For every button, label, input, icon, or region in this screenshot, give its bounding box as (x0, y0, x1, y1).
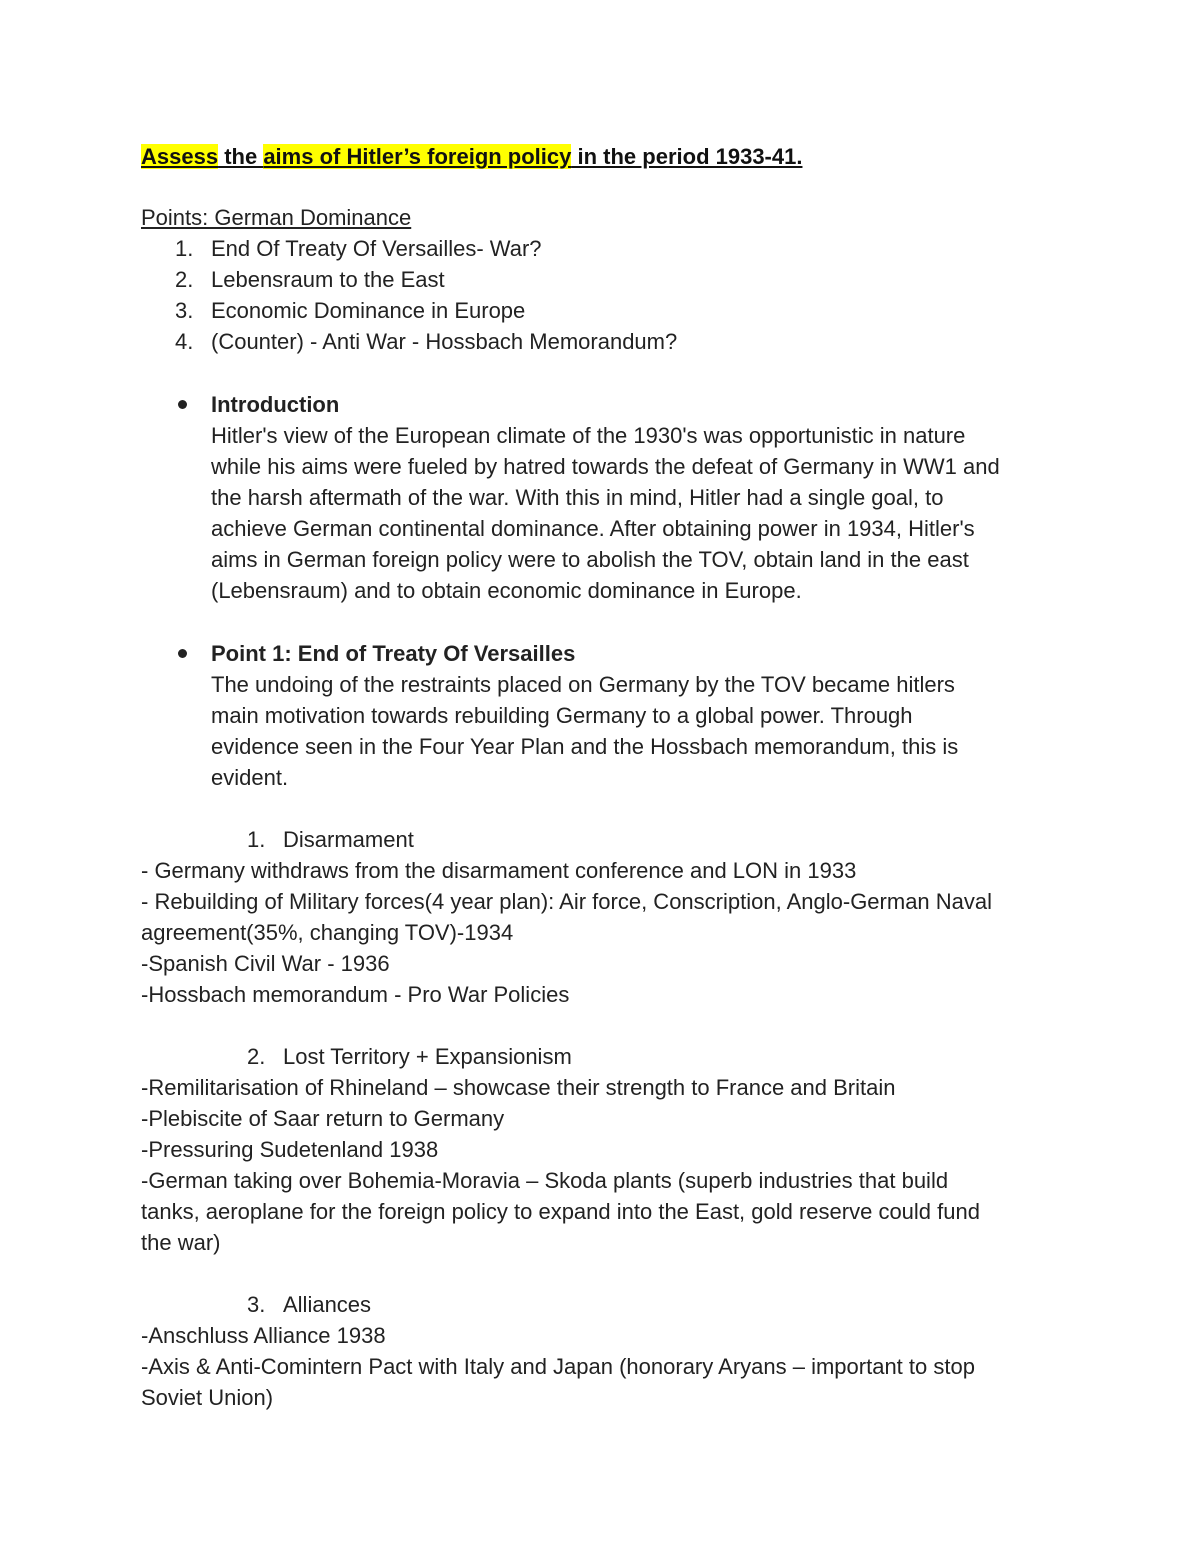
point-item (141, 264, 445, 295)
section-number: 2. (247, 1044, 266, 1069)
section-line: -Plebiscite of Saar return to Germany (141, 1106, 505, 1131)
paragraph-line: Hitler's view of the European climate of the 1930's was opportunistic in nature (211, 423, 966, 448)
title-the: the (218, 144, 264, 169)
section-heading-disarmament (247, 824, 414, 855)
point-item (141, 326, 677, 357)
section-heading-lost-territory (247, 1041, 572, 1072)
point-text: Economic Dominance in Europe (211, 298, 526, 323)
point-number: 4. (175, 329, 194, 354)
section-line: tanks, aeroplane for the foreign policy to expand into the East, gold reserve could fund (141, 1199, 980, 1224)
bullet-icon (178, 649, 187, 658)
section-line: - Germany withdraws from the disarmament conference and LON in 1933 (141, 858, 857, 883)
points-label-text: Points: German Dominance (141, 205, 412, 230)
paragraph-line: The undoing of the restraints placed on Germany by the TOV became hitlers (211, 672, 955, 697)
section-line: -Remilitarisation of Rhineland – showcase their strength to France and Britain (141, 1075, 896, 1100)
section-line: -Pressuring Sudetenland 1938 (141, 1137, 439, 1162)
point1-section (211, 638, 1071, 793)
section-line: -Anschluss Alliance 1938 (141, 1323, 386, 1348)
introduction-section (211, 389, 1071, 606)
points-label (141, 202, 411, 233)
section-line: -Hossbach memorandum - Pro War Policies (141, 982, 570, 1007)
point1-heading: Point 1: End of Treaty Of Versailles (211, 641, 576, 666)
point-item (141, 233, 542, 264)
section-number: 3. (247, 1292, 266, 1317)
section-line: - Rebuilding of Military forces(4 year plan): Air force, Conscription, Anglo-German Naval (141, 889, 993, 914)
point-number: 2. (175, 267, 194, 292)
point-number: 3. (175, 298, 194, 323)
section-line: the war) (141, 1230, 221, 1255)
paragraph-line: aims in German foreign policy were to abolish the TOV, obtain land in the east (211, 547, 969, 572)
section-title: Lost Territory + Expansionism (283, 1044, 572, 1069)
introduction-heading: Introduction (211, 392, 340, 417)
section-line: -German taking over Bohemia-Moravia – Skoda plants (superb industries that build (141, 1168, 949, 1193)
title-aims: aims of Hitler’s foreign policy (263, 144, 572, 169)
point-text: (Counter) - Anti War - Hossbach Memorandum? (211, 329, 678, 354)
point-text: Lebensraum to the East (211, 267, 445, 292)
title-assess: Assess (141, 144, 219, 169)
section-line: Soviet Union) (141, 1385, 274, 1410)
paragraph-line: the harsh aftermath of the war. With this in mind, Hitler had a single goal, to (211, 485, 944, 510)
paragraph-line: main motivation towards rebuilding Germany to a global power. Through (211, 703, 913, 728)
section-number: 1. (247, 827, 266, 852)
section-title: Alliances (283, 1292, 372, 1317)
paragraph-line: evident. (211, 765, 289, 790)
paragraph-line: evidence seen in the Four Year Plan and the Hossbach memorandum, this is (211, 734, 959, 759)
paragraph-line: achieve German continental dominance. After obtaining power in 1934, Hitler's (211, 516, 975, 541)
paragraph-line: while his aims were fueled by hatred towards the defeat of Germany in WW1 and (211, 454, 1000, 479)
section-line: -Spanish Civil War - 1936 (141, 951, 390, 976)
point-number: 1. (175, 236, 194, 261)
section-line: -Axis & Anti-Comintern Pact with Italy and Japan (honorary Aryans – important to stop (141, 1354, 975, 1379)
paragraph-line: (Lebensraum) and to obtain economic dominance in Europe. (211, 578, 802, 603)
section-heading-alliances (247, 1289, 371, 1320)
bullet-icon (178, 400, 187, 409)
section-line: agreement(35%, changing TOV)-1934 (141, 920, 514, 945)
point-item (141, 295, 525, 326)
title-rest: in the period 1933-41. (571, 144, 803, 169)
section-title: Disarmament (283, 827, 414, 852)
point-text: End Of Treaty Of Versailles- War? (211, 236, 542, 261)
document-title (141, 141, 802, 172)
